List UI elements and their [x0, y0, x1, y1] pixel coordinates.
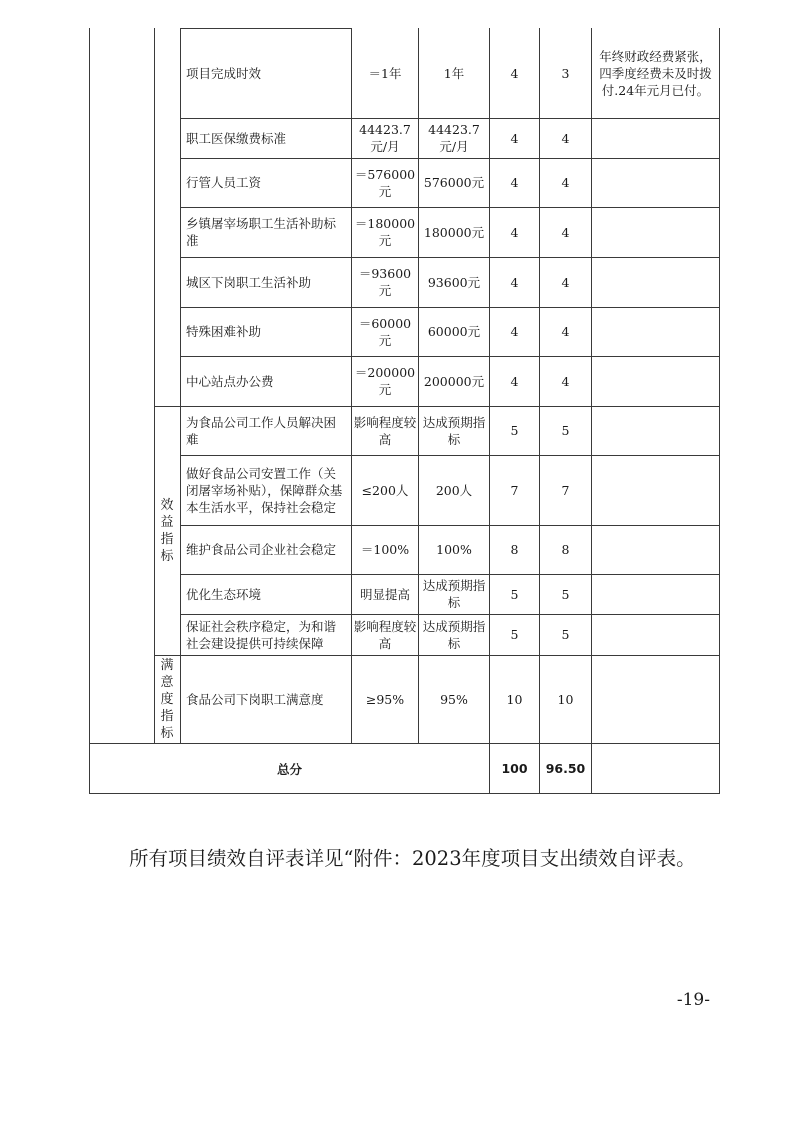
deduction-note: [594, 257, 717, 307]
deduction-note: [594, 158, 717, 207]
deduction-note: [594, 207, 717, 257]
deduction-note: [594, 307, 717, 356]
actual-value: 达成预期指标: [422, 414, 486, 447]
score-value: 5: [561, 423, 570, 438]
actual-value: 93600元: [427, 274, 481, 290]
actual-value: 576000元: [423, 175, 485, 190]
score-value: 4: [561, 175, 570, 190]
column-divider: [180, 28, 181, 743]
deduction-note: [594, 614, 717, 655]
target-value: ＝60000元: [358, 315, 412, 348]
weight-value: 4: [510, 324, 519, 339]
weight-value: 4: [510, 65, 519, 81]
target-value: 44423.7元/月: [359, 122, 411, 154]
weight-value: 4: [510, 130, 519, 146]
weight-value: 8: [510, 542, 519, 557]
table-border-bottom: [89, 793, 720, 794]
indicator-name: 项目完成时效: [186, 65, 262, 81]
deduction-note: [594, 118, 717, 158]
target-value: 影响程度较高: [353, 618, 417, 651]
weight-value: 4: [510, 175, 519, 190]
target-value: ＝93600元: [358, 266, 412, 298]
score-value: 7: [561, 482, 570, 498]
target-value: ≥95%: [365, 691, 405, 707]
actual-value: 200人: [435, 482, 473, 498]
deduction-note: [594, 574, 717, 614]
score-value: 4: [561, 373, 570, 389]
actual-value: 95%: [440, 691, 468, 707]
group-label-benefit: 效益指标: [160, 497, 174, 564]
actual-value: 60000元: [427, 324, 481, 339]
indicator-name: 职工医保缴费标准: [186, 130, 287, 146]
target-value: 影响程度较高: [353, 414, 417, 447]
weight-value: 4: [510, 274, 519, 290]
actual-value: 44423.7元/月: [428, 122, 480, 154]
target-value: 明显提高: [359, 586, 410, 602]
weight-value: 10: [506, 691, 523, 707]
indicator-name: 为食品公司工作人员解决困难: [186, 414, 337, 447]
actual-value: 1年: [443, 65, 465, 81]
table-border-left: [89, 28, 90, 794]
deduction-note: [594, 525, 717, 574]
weight-value: 5: [510, 627, 519, 642]
actual-value: 180000元: [423, 224, 485, 240]
page-number: -19-: [676, 990, 710, 1010]
deduction-note: [594, 455, 717, 525]
target-value: ＝576000元: [354, 166, 416, 199]
weight-value: 5: [510, 423, 519, 438]
indicator-name: 中心站点办公费: [186, 373, 274, 389]
indicator-name: 乡镇屠宰场职工生活补助标准: [186, 216, 337, 248]
total-label: 总分: [276, 761, 302, 777]
score-value: 10: [557, 691, 574, 707]
indicator-name: 特殊困难补助: [186, 324, 262, 339]
score-value: 4: [561, 130, 570, 146]
actual-value: 200000元: [423, 373, 485, 389]
indicator-name: 城区下岗职工生活补助: [186, 274, 312, 290]
score-value: 4: [561, 324, 570, 339]
actual-value: 100%: [436, 542, 472, 557]
target-value: ＝180000元: [354, 216, 416, 248]
actual-value: 达成预期指标: [422, 618, 486, 651]
indicator-name: 优化生态环境: [186, 586, 262, 602]
total-score: 96.50: [545, 761, 586, 776]
score-value: 5: [561, 586, 570, 602]
indicator-name: 食品公司下岗职工满意度: [186, 691, 324, 707]
indicator-name: 保证社会秩序稳定，为和谐社会建设提供可持续保障: [186, 618, 337, 651]
score-value: 8: [561, 542, 570, 557]
column-divider: [351, 28, 352, 743]
indicator-name: 维护食品公司企业社会稳定: [186, 542, 337, 557]
deduction-note: [594, 655, 717, 743]
score-value: 3: [561, 65, 570, 81]
group-label-satisfaction: 满意度指标: [160, 657, 174, 741]
deduction-note: [594, 356, 717, 406]
weight-value: 5: [510, 586, 519, 602]
score-value: 4: [561, 224, 570, 240]
score-value: 4: [561, 274, 570, 290]
column-divider: [591, 28, 592, 794]
target-value: ≤200人: [361, 482, 409, 498]
target-value: ＝200000元: [354, 365, 416, 397]
target-value: ＝100%: [360, 542, 410, 557]
column-divider: [418, 28, 419, 743]
body-paragraph: 所有项目绩效自评表详见“附件：2023年度项目支出绩效自评表。: [129, 847, 696, 870]
weight-value: 4: [510, 373, 519, 389]
deduction-note: 年终财政经费紧张，四季度经费未及时拨付.24年元月已付。: [599, 48, 712, 98]
indicator-name: 行管人员工资: [186, 175, 262, 190]
total-weight: 100: [501, 761, 528, 776]
target-value: ＝1年: [368, 65, 402, 81]
indicator-name: 做好食品公司安置工作（关闭屠宰场补贴），保障群众基本生活水平，保持社会稳定: [186, 465, 343, 515]
weight-value: 7: [510, 482, 519, 498]
actual-value: 达成预期指标: [422, 578, 486, 610]
deduction-note: [594, 406, 717, 455]
weight-value: 4: [510, 224, 519, 240]
table-border-right: [719, 28, 720, 794]
score-value: 5: [561, 627, 570, 642]
